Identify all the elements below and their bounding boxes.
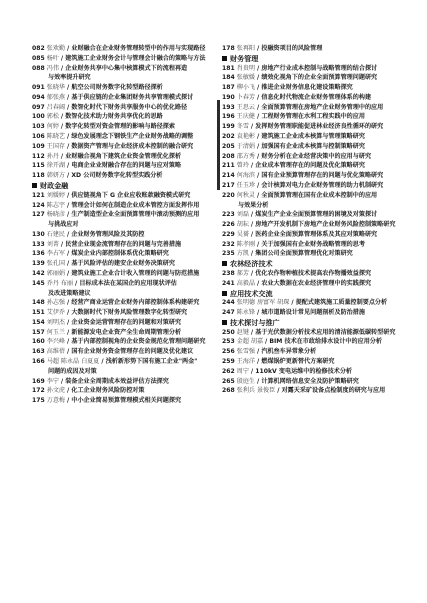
author-name: 肖贵明 (236, 64, 256, 72)
page-number: 244 (222, 299, 235, 307)
entry-title: / 企业资金运营管理存在的问题和对策研究 (67, 318, 182, 326)
page-number: 238 (222, 269, 235, 277)
page-number: 253 (222, 338, 235, 346)
entry-title: / 数智化技术助力财务共享优化的思路 (60, 113, 163, 121)
page-number: 178 (222, 45, 235, 52)
author-name: 张孔国 (46, 260, 66, 268)
page-number: 082 (32, 45, 45, 52)
entry-title-continuation: 与挑战应对 (48, 221, 79, 229)
author-name: 张利兵 景俊臣 (236, 387, 276, 395)
entry-title: / 目标成本法在某国企的应用现状评估 (75, 279, 177, 287)
page-number: 265 (222, 377, 235, 385)
author-name: 王思云 (236, 103, 256, 111)
author-name: 郝芳 (236, 269, 249, 277)
author-name: 孙文虎 (46, 387, 66, 395)
author-name: 张晓华 (46, 84, 66, 92)
toc-entry (222, 220, 412, 230)
author-name: 王海洋 (236, 358, 256, 365)
author-name: 周宁 (236, 367, 249, 375)
page-number: 235 (222, 250, 235, 258)
author-name: 刘磊 (236, 211, 249, 219)
toc-entry (32, 44, 218, 54)
section-square-icon (32, 183, 37, 188)
entry-title: / 对露天采矿设备点检制度的研究与应用 (277, 387, 386, 395)
page-number: 154 (32, 318, 45, 326)
entry-title: / 基于光伏数据分析技术应用的清洁能源低碳转型研究 (250, 328, 396, 336)
entry-title: / 基于供应链的企业集团财务共享管理模式探讨 (67, 93, 194, 101)
toc-entry (222, 328, 412, 338)
author-name: 刘菁 (46, 240, 59, 248)
entry-title: / 基于风险评估的建安企业财务决策研究 (67, 260, 175, 268)
author-name: 陈孝刚 (236, 240, 256, 248)
entry-title: / 装备企业全周期成本效益评估方法探究 (60, 377, 169, 385)
page-number: 094 (32, 93, 45, 101)
author-name: 徐开湖 (46, 162, 66, 170)
author-name: 张再阳 (236, 45, 256, 52)
toc-entry-continuation (32, 220, 218, 230)
entry-title: / 投融资项目的风险管理 (257, 45, 323, 52)
entry-title: / 信息化时代物流企业财务管理体系的构建 (257, 93, 372, 101)
toc-entry (222, 83, 412, 93)
author-name: 刘媛婷 (46, 191, 66, 199)
toc-entry (222, 181, 412, 191)
page-number: 109 (32, 142, 45, 150)
entry-title: / 化工企业财务风险防控对策 (67, 387, 145, 395)
toc-entry (222, 112, 412, 122)
page-number: 214 (222, 172, 235, 180)
toc-entry (32, 328, 218, 338)
author-name: 高维蓓 (46, 348, 66, 356)
section-heading-text: 财政金融 (40, 180, 69, 190)
page-number: 142 (32, 269, 45, 277)
entry-title: / 全面预算管理在国有企业成本控制中的应用 (257, 191, 378, 199)
page-number: 205 (222, 142, 235, 150)
page-number: 112 (32, 152, 45, 160)
page-number: 247 (222, 309, 235, 317)
toc-entry (222, 171, 412, 181)
author-name: 任玉珍 (236, 181, 256, 189)
author-name: 曾玲 (236, 162, 249, 170)
author-name: 刘明杰 (46, 318, 66, 326)
page-number: 130 (32, 230, 45, 238)
author-name: 高毅晶 (236, 279, 256, 287)
page-number: 193 (222, 103, 235, 111)
author-name: 杨叶 (46, 54, 59, 62)
toc-entry (222, 230, 412, 240)
section-heading-text: 财务管理 (230, 53, 259, 63)
author-name: 吴赟 (236, 230, 249, 238)
author-name: 卜春芳 (236, 93, 256, 101)
entry-title: / 供应链视角下 G 企业应收账款融资模式研究 (67, 191, 191, 199)
toc-entry (32, 103, 218, 113)
page-number: 133 (32, 240, 45, 248)
entry-title: / 中小企业简易预算管理模式相关问题探究 (67, 397, 182, 405)
section-heading (222, 54, 412, 64)
author-name: 何海滨 (236, 172, 256, 180)
entry-title: / 大数据时代下财务风险管理数字化转型研究 (67, 309, 188, 317)
toc-entry (32, 347, 218, 357)
toc-entry (32, 377, 218, 387)
author-name: 张明德 房富军 胡琛 (236, 299, 290, 307)
page-number: 145 (32, 279, 45, 287)
entry-title: / 110kV 变电运维中的检修技术分析 (250, 367, 353, 375)
section-heading (222, 259, 412, 269)
page-number: 097 (32, 103, 45, 111)
page-number: 160 (32, 338, 45, 346)
entry-title-continuation: 与效率提升研究 (48, 74, 91, 82)
page-number: 196 (222, 113, 235, 121)
page-number: 262 (222, 367, 235, 375)
page-number: 085 (32, 54, 45, 62)
entry-title: / 数智化时代下财务共享服务中心的优化路径 (67, 103, 188, 111)
entry-title: / 汽机叁车异常象分析 (257, 348, 317, 356)
author-name: 孙志强 (46, 299, 66, 307)
toc-entry (32, 201, 218, 211)
section-heading (32, 181, 218, 191)
toc-entry (222, 210, 412, 220)
page-number: 190 (222, 93, 235, 101)
toc-entry (32, 132, 218, 142)
author-name: 吕春阔 (46, 103, 66, 111)
page-number: 241 (222, 279, 235, 287)
author-name: 何玉兰 (46, 328, 66, 336)
entry-title: / 基于内部控制视角的企业资金规范化管理问题研究 (67, 338, 206, 346)
toc-entry (32, 112, 218, 122)
toc-entry (222, 249, 412, 259)
entry-title: / 煤炭生产企业全面预算管理的困境及对策探讨 (250, 211, 378, 219)
entry-title: / 推进企业财务信息化建设策略探究 (257, 84, 353, 92)
author-name: 冯伟 (46, 64, 59, 72)
section-heading (222, 289, 412, 299)
entry-title: / 国有企业预算管理存在的问题与优化策略研究 (257, 172, 384, 180)
page-number: 175 (32, 397, 45, 405)
entry-title: / 优化农作物种植技术提高农作物播效益探究 (250, 269, 372, 277)
page-number: 181 (222, 64, 235, 72)
toc-entry (222, 142, 412, 152)
page-number: 139 (32, 260, 45, 268)
entry-title: / 数据资产管理与企业经济成本控制的融合研究 (67, 142, 194, 150)
entry-title: / 建筑业施工企业合计收入管理的问题与防范措施 (67, 269, 200, 277)
toc-entry (32, 259, 218, 269)
entry-title: / 企业财务管理风险及其防控 (67, 230, 145, 238)
page-number: 256 (222, 348, 235, 356)
toc-entry (32, 357, 218, 367)
page-number: 208 (222, 152, 235, 160)
toc-entry (32, 279, 218, 289)
toc-entry (32, 298, 218, 308)
author-name: 袁艳彬 (236, 133, 256, 141)
author-name: 艾伊乔 (46, 309, 66, 317)
author-name: 陈晓艺 (46, 133, 66, 141)
author-name: 李兴峰 (46, 338, 66, 346)
page-number: 268 (222, 387, 235, 395)
author-name: 赵键 (236, 328, 249, 336)
page-number: 103 (32, 123, 45, 131)
section-square-icon (222, 291, 227, 296)
section-square-icon (222, 261, 227, 266)
entry-title: / BIM 技术在市政给排水设计中的应用分析 (265, 338, 382, 346)
entry-title: / 管理会计如何在制造企业成本管控方面发挥作用 (67, 201, 200, 209)
entry-title: / 关于加强国有企业财务战略管理的思考 (257, 240, 365, 248)
toc-entry (222, 269, 412, 279)
author-name: 万意梅 (46, 397, 66, 405)
author-name: 李宁 (46, 377, 59, 385)
page-number: 100 (32, 113, 45, 121)
page-number: 148 (32, 299, 45, 307)
toc-entry (32, 54, 218, 64)
toc-entry (32, 308, 218, 318)
entry-title: / 房地产行业成本控制与战略管理的结合探讨 (257, 64, 378, 72)
left-column (32, 44, 218, 406)
entry-title: / 会计核算对电力企业财务管理的助力机制研究 (257, 181, 384, 189)
entry-title-continuation: 问题的成因及对策 (48, 367, 97, 375)
section-heading-text: 技术探讨与推广 (230, 317, 280, 327)
page-number: 091 (32, 84, 45, 92)
toc-entry (32, 386, 218, 396)
author-name: 韩妍方 (46, 172, 66, 180)
toc-entry (222, 240, 412, 250)
entry-title: / 企业财务共享中心集中核算模式下的流程再造 (60, 64, 188, 72)
toc-entry (32, 152, 218, 162)
toc-entry (32, 396, 218, 406)
author-name: 王庆健 (236, 113, 256, 121)
page-number: 124 (32, 201, 45, 209)
entry-title: / 业财融合在企业财务管理转型中的作用与实现路径 (67, 45, 206, 52)
entry-title: / 业财融合视角下建筑企业资金管理优化探析 (60, 152, 182, 160)
toc-entry (222, 386, 412, 396)
toc-entry-continuation (222, 201, 412, 211)
entry-title: / 加强国有企业成本核算与控制策略研究 (257, 142, 365, 150)
toc-entry (222, 103, 412, 113)
author-name: 方凯 (236, 250, 249, 258)
entry-title: / 煤炭企业内部控制体系优化策略研究 (67, 250, 169, 258)
toc-entry (32, 318, 218, 328)
entry-title: / 燃煤锅炉更新替代方案研究 (257, 358, 335, 365)
toc-entry (32, 142, 218, 152)
page-number: 127 (32, 211, 45, 219)
page-number: 199 (222, 123, 235, 131)
author-name: 郁张燕 (46, 93, 66, 101)
section-square-icon (222, 56, 227, 61)
page-number: 184 (222, 74, 235, 82)
toc-entry (32, 191, 218, 201)
page-number: 163 (32, 348, 45, 356)
toc-entry (222, 279, 412, 289)
toc-entry (222, 93, 412, 103)
page-number: 115 (32, 162, 45, 170)
page-number: 202 (222, 133, 235, 141)
toc-entry (222, 377, 412, 387)
author-name: 何婷 (46, 123, 59, 131)
page-number: 169 (32, 377, 45, 385)
author-name: 马超 陈永晶 白夏夏 (46, 358, 100, 365)
toc-entry (32, 122, 218, 132)
section-heading-text: 农林经济技术 (230, 259, 273, 269)
entry-title: / 城市道路设计常见问题剖析及防治措施 (257, 309, 365, 317)
toc-entry (32, 240, 218, 250)
toc-entry-continuation (32, 73, 218, 83)
author-name: 乔丹 布丽 (46, 279, 74, 287)
toc-entry (32, 161, 218, 171)
entry-title: / 绩效化视角下的企业全面预算管理问题研究 (257, 74, 378, 82)
toc-entry (222, 44, 412, 54)
author-name: 孙丹 (46, 152, 59, 160)
toc-entry (32, 337, 218, 347)
toc-entry (222, 298, 412, 308)
entry-title: / 国有企业财务资金管理存在的问题及优化建议 (67, 348, 194, 356)
entry-title: / 企业成本管理存在的问题及优化策略研究 (250, 162, 365, 170)
entry-title: / 提配式建筑施工质量控制要点分析 (291, 299, 388, 307)
author-name: 柳小飞 (236, 84, 256, 92)
page-number: 151 (32, 309, 45, 317)
entry-title: / 集团公司全面预算管理优化对策研究 (250, 250, 353, 258)
author-name: 张敏媛 (236, 74, 256, 82)
page-number: 136 (32, 250, 45, 258)
toc-entry (222, 337, 412, 347)
author-name: 于清娟 (236, 142, 256, 150)
toc-entry (222, 73, 412, 83)
author-name: 王国存 (46, 142, 66, 150)
toc-entry (222, 152, 412, 162)
toc-entry (222, 357, 412, 367)
entry-title: / 房地产开发机制下房地产企业财务风险控制策略研究 (250, 221, 396, 229)
toc-entry (32, 230, 218, 240)
page-number: 106 (32, 133, 45, 141)
page-number: 232 (222, 240, 235, 248)
page-number: 118 (32, 172, 45, 180)
page-number: 166 (32, 358, 45, 365)
author-name: 金超 胡嘉 (236, 338, 264, 346)
right-column (222, 44, 412, 396)
entry-title: / 航空公司财务数字化转型路径探析 (67, 84, 163, 92)
entry-title: / 全面预算管理在房地产企业财务管理中的应用 (257, 103, 384, 111)
entry-title: / 电商企业业财融合存在的问题与应对策略 (67, 162, 182, 170)
author-name: 石建民 (46, 230, 66, 238)
author-name: 何秋灵 (236, 191, 256, 199)
toc-entry (32, 64, 218, 74)
page-number: 226 (222, 221, 235, 229)
toc-entry (32, 93, 218, 103)
entry-title: / 生产制造型企业全面预算管理中滚动预测的应用 (67, 211, 200, 219)
author-name: 陈志宇 (46, 201, 66, 209)
toc-entry (32, 269, 218, 279)
entry-title: / 经营产商业运营企业财务内部控制体系构建研究 (67, 299, 200, 307)
page-number: 187 (222, 84, 235, 92)
toc-entry-continuation (32, 289, 218, 299)
author-name: 张欢勤 (46, 45, 66, 52)
page-number: 250 (222, 328, 235, 336)
toc-entry (222, 191, 412, 201)
author-name: 郭松 (46, 113, 59, 121)
entry-title: / 建筑施工企业财务会计与管理会计融合的策略与方法 (60, 54, 206, 62)
toc-entry (32, 210, 218, 220)
toc-entry (222, 367, 412, 377)
entry-title: / 发挥财务管理职能促进林业经济良性循环的研究 (250, 123, 384, 131)
toc-entry (222, 347, 412, 357)
entry-title: / 绿色发展理念下钢铁生产企业财务战略的调整 (67, 133, 194, 141)
author-name: 冬雪 (236, 123, 249, 131)
page-number: 172 (32, 387, 45, 395)
toc-entry (222, 161, 412, 171)
author-name: 郭丽娟 (46, 269, 66, 277)
entry-title: / 计算机网络信息安全及防护策略研究 (257, 377, 359, 385)
entry-title: / 建筑施工企业成本核算与管理策略研究 (257, 133, 365, 141)
author-name: 陈永锋 (236, 309, 256, 317)
entry-title: / 新能源发电企业资产全生命周期管理分析 (67, 328, 182, 336)
page-number: 217 (222, 181, 235, 189)
toc-entry (32, 171, 218, 181)
entry-title: / 工程财务管理在水利工程实践中的应用 (257, 113, 365, 121)
page-number: 220 (222, 191, 235, 199)
entry-title-continuation: 与效果分析 (238, 201, 269, 209)
page-number: 121 (32, 191, 45, 199)
column-divider (217, 100, 220, 190)
entry-title: / 农业大数据在农业经济管理中的实践探究 (257, 279, 372, 287)
author-name: 杨晓彦 (46, 211, 66, 219)
author-name: 邵方秀 (236, 152, 256, 160)
toc-entry (222, 122, 412, 132)
page-number: 259 (222, 358, 235, 365)
author-name: 李占军 (46, 250, 66, 258)
toc-entry (222, 308, 412, 318)
section-heading (222, 318, 412, 328)
entry-title: / 数字化转型对资金管理的影响与路径探索 (60, 123, 175, 131)
page-number: 157 (32, 328, 45, 336)
author-name: 胡耘 (236, 221, 249, 229)
section-heading-text: 应用技术交流 (230, 288, 273, 298)
toc-entry (32, 249, 218, 259)
entry-title: / 医药企业全面预算管理体系及其应对策略研究 (250, 230, 378, 238)
page-number: 223 (222, 211, 235, 219)
page-number: 211 (222, 162, 235, 170)
toc-entry (32, 83, 218, 93)
page-number: 229 (222, 230, 235, 238)
section-square-icon (222, 320, 227, 325)
entry-title: / XD 公司财务数字化转型实践分析 (67, 172, 163, 180)
toc-entry (222, 64, 412, 74)
entry-title-continuation: 及改进策略建议 (48, 289, 91, 297)
page-number: 088 (32, 64, 45, 72)
entry-title: / 浅析新形势下国有施工企业"两金" (101, 358, 198, 365)
entry-title: / 财务分析在企业经营决策中的应用与研究 (257, 152, 372, 160)
toc-entry (222, 132, 412, 142)
entry-title: / 民营企业现金流管理存在的问题与完善措施 (60, 240, 182, 248)
author-name: 张雪强 (236, 348, 256, 356)
author-name: 殷庭生 (236, 377, 256, 385)
toc-entry-continuation (32, 367, 218, 377)
